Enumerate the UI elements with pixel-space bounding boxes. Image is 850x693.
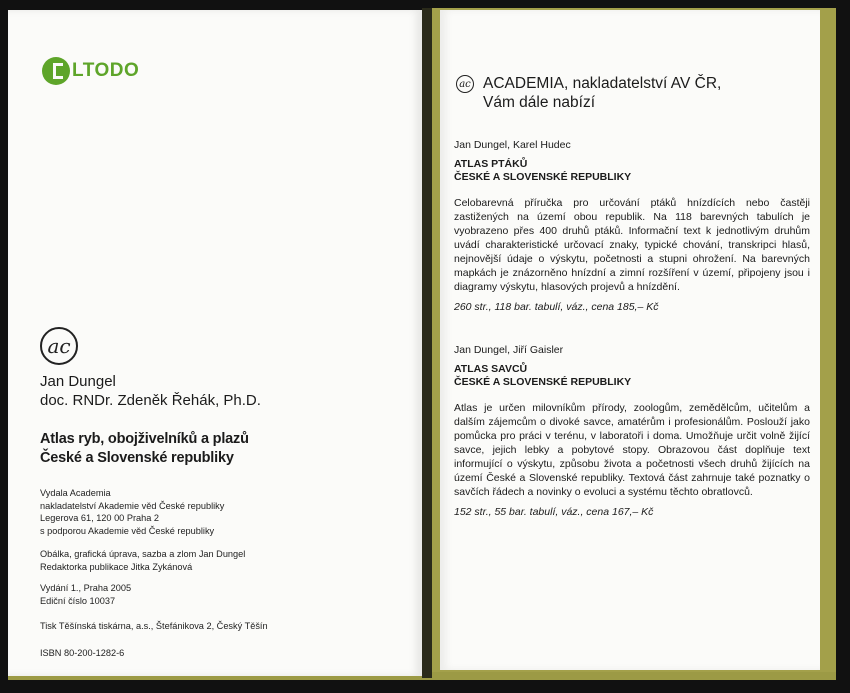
eltodo-logo-icon [42,57,70,85]
isbn: ISBN 80-200-1282-6 [40,648,125,658]
imprint-design: Obálka, grafická úprava, sazba a zlom Jan Dungel Redaktorka publikace Jitka Zykánová [40,549,246,572]
right-page [440,10,820,670]
book-entry-title: ATLAS SAVCŮ ČESKÉ A SLOVENSKÉ REPUBLIKY [454,363,632,388]
book-spine [422,8,432,678]
book-authors: Jan Dungel, Jiří Gaisler [454,344,564,356]
academia-logo-icon: ac [456,75,474,93]
eltodo-logo [42,55,139,87]
logo-text: LTODO [72,60,140,81]
book-description: Atlas je určen milovníkům přírody, zoologům, zemědělcům, učitelům a dalším zájemcům o divoké savce, amatérům i profesionálům. Poslouží jako pomůcka pro práci v terénu, v laboratoři i doma. Umožňuje určit volně žijící savce, jejich lebky a pobytové stopy. Obrazovou část doplňuje text informující o výskytu, způsobu života a početnosti všech druhů žijících na území České a Slovenské republiky. Textová část zahrnuje také poznatky o savčích řádech a novinky o evoluci a systému těchto obratlovců. [454,402,810,498]
imprint-publisher: Vydala Academia nakladatelství Akademie věd České republiky Legerova 61, 120 00 Praha 2 s podporou Akademie věd České republiky [40,488,225,536]
book-title: Atlas ryb, obojživelníků a plazů České a Slovenské republiky [40,431,249,466]
publisher-heading: ac ACADEMIA, nakladatelství AV ČR, Vám dále nabízí [456,74,721,112]
academia-logo-icon: ac [40,327,78,365]
author-line: doc. RNDr. Zdeněk Řehák, Ph.D. [40,392,261,409]
author-line: Jan Dungel [40,373,116,390]
book-entry [454,139,810,314]
book-price: 152 str., 55 bar. tabulí, váz., cena 167,– Kč [454,506,654,518]
left-page [8,10,422,676]
book-entry-title: ATLAS PTÁKŮ ČESKÉ A SLOVENSKÉ REPUBLIKY [454,158,632,183]
book-authors: Jan Dungel, Karel Hudec [454,139,571,151]
book-entry [454,344,810,519]
book-description: Celobarevná příručka pro určování ptáků hnízdících nebo častěji zastižených na území obou republik. Na 118 barevných tabulích je vyobrazeno přes 400 druhů ptáků. Informační text k jednotlivým druhům uvádí charakteristické určovací znaky, typické chování, transkripci hlasů, nejnovější údaje o výskytu, početnosti a stupni ohrožení. Na barevných mapkách je znázorněno hnízdní a zimní rozšíření v území, připojeny jsou i diagramy výskytu, hlasových projevů a hnízdění. [454,197,810,293]
imprint-print: Tisk Těšínská tiskárna, a.s., Štefánikova 2, Český Těšín [40,621,268,631]
book-price: 260 str., 118 bar. tabulí, váz., cena 185,– Kč [454,301,659,313]
authors [40,372,261,410]
imprint-edition: Vydání 1., Praha 2005 Ediční číslo 10037 [40,583,132,606]
